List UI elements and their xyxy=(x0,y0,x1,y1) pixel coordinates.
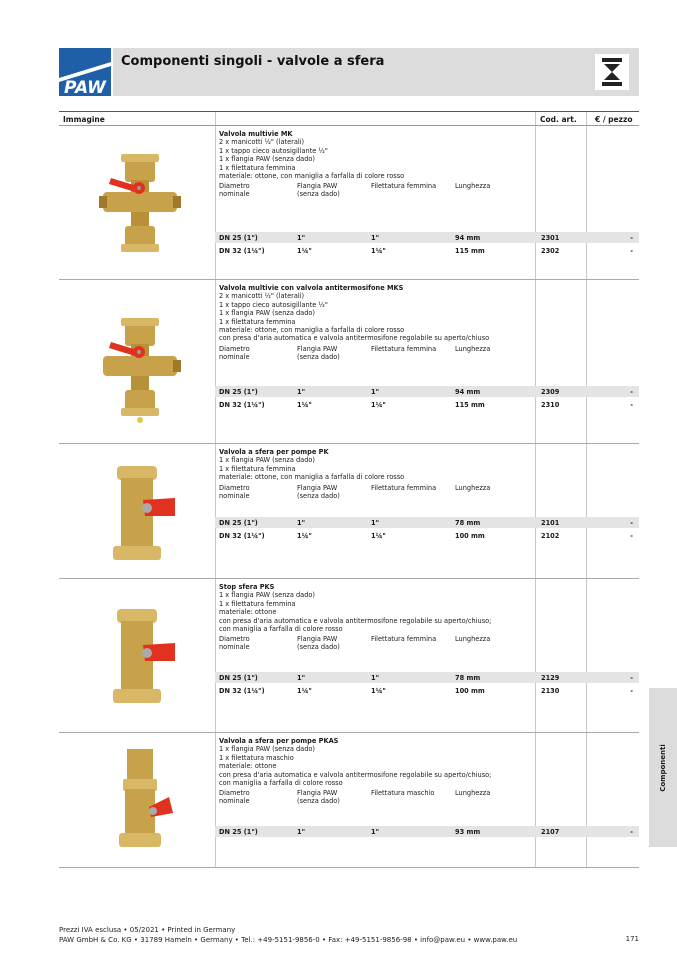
footer-line1: Prezzi IVA esclusa • 05/2021 • Printed in Germany xyxy=(59,926,236,934)
spec-line: 2 x manicotti ½" (laterali) xyxy=(219,292,305,301)
spec-line: 1 x filettatura femmina xyxy=(219,599,296,608)
table-row: DN 32 (1¼") 1¼" 1¼" 100 mm 2130 - xyxy=(219,686,633,695)
spec-line: con maniglia a farfalla di colore rosso xyxy=(219,779,343,788)
table-row: DN 25 (1") 1" 1" 94 mm 2301 - xyxy=(215,232,639,243)
table-row: DN 32 (1¼") 1¼" 1¼" 115 mm 2310 - xyxy=(219,400,633,409)
pump-ball-valve-image xyxy=(91,460,187,570)
product-section xyxy=(59,444,639,579)
spec-header: Diametro nominale Flangia PAW (senza dado) Filettatura femmina Lunghezza xyxy=(219,344,491,361)
spec-line: con maniglia a farfalla di colore rosso xyxy=(219,625,343,634)
table-header xyxy=(59,112,639,126)
page-title: Componenti singoli - valvole a sfera xyxy=(121,54,385,69)
section-side-tab xyxy=(649,688,677,847)
spec-line: 1 x tappo cieco autosigillante ½" xyxy=(219,146,328,155)
hdr-diam: Diametro nominale xyxy=(219,182,250,199)
spec-line: 1 x flangia PAW (senza dado) xyxy=(219,745,315,754)
spec-header: Diametro nominale Flangia PAW (senza dado) Filettatura femmina Lunghezza xyxy=(219,483,491,500)
side-tab-label: Componenti xyxy=(659,743,667,792)
product-name: Valvola a sfera per pompe PK xyxy=(219,448,329,456)
product-name: Valvola multivie MK xyxy=(219,130,293,138)
table-row: DN 25 (1") 1" 1" 94 mm 2309 - xyxy=(215,386,639,397)
product-details xyxy=(219,284,539,363)
stop-ball-valve-image xyxy=(91,603,187,713)
spec-line: materiale: ottone, con maniglia a farfalla di colore rosso xyxy=(219,172,405,181)
spec-line: 1 x filettatura femmina xyxy=(219,163,296,172)
spec-line: 1 x filettatura femmina xyxy=(219,464,296,473)
ball-valve-symbol-icon xyxy=(595,54,629,90)
spec-line: 1 x flangia PAW (senza dado) xyxy=(219,309,315,318)
product-details xyxy=(219,130,539,200)
footer-line2: PAW GmbH & Co. KG • 31789 Hameln • Germany • Tel.: +49-5151-9856-0 • Fax: +49-5151-9856-98 • info@paw.eu • www.paw.eu xyxy=(59,936,518,944)
pump-ball-valve-male-image xyxy=(91,745,187,855)
table-row: DN 32 (1¼") 1¼" 1¼" 100 mm 2102 - xyxy=(219,531,633,540)
product-name: Valvola multivie con valvola antitermosifone MKS xyxy=(219,284,404,292)
table-row: DN 32 (1¼") 1¼" 1¼" 115 mm 2302 - xyxy=(219,246,633,255)
spec-line: 2 x manicotti ½" (laterali) xyxy=(219,138,305,147)
col-image: Immagine xyxy=(63,115,105,124)
spec-line: con presa d'aria automatica e valvola antitermosifone regolabile su aperto/chiuso xyxy=(219,334,490,343)
logo-text: PAW xyxy=(64,78,106,96)
hdr-length: Lunghezza xyxy=(455,182,491,191)
hdr-flange: Flangia PAW (senza dado) xyxy=(297,182,340,199)
title-bar xyxy=(113,48,639,96)
spec-line: materiale: ottone xyxy=(219,762,277,771)
product-section xyxy=(59,579,639,733)
product-details xyxy=(219,737,539,807)
spec-header: Diametro nominale Flangia PAW (senza dado) Filettatura maschio Lunghezza xyxy=(219,789,491,806)
spec-line: 1 x tappo cieco autosigillante ½" xyxy=(219,300,328,309)
multiway-valve-image xyxy=(91,152,187,262)
page-number: 171 xyxy=(625,935,639,943)
footer xyxy=(59,925,517,945)
spec-line: materiale: ottone, con maniglia a farfalla di colore rosso xyxy=(219,326,405,335)
product-table xyxy=(59,111,639,868)
col-code: Cod. art. xyxy=(540,115,577,124)
spec-line: materiale: ottone xyxy=(219,608,277,617)
product-section xyxy=(59,733,639,868)
multiway-valve-antithermosiphon-image xyxy=(91,316,187,426)
spec-line: con presa d'aria automatica e valvola antitermosifone regolabile su aperto/chiuso; xyxy=(219,616,492,625)
spec-header xyxy=(219,182,539,200)
product-details xyxy=(219,583,539,653)
col-price: € / pezzo xyxy=(595,115,633,124)
spec-header: Diametro nominale Flangia PAW (senza dado) Filettatura femmina Lunghezza xyxy=(219,635,491,652)
spec-line: 1 x flangia PAW (senza dado) xyxy=(219,591,315,600)
product-section xyxy=(59,126,639,280)
product-name: Valvola a sfera per pompe PKAS xyxy=(219,737,339,745)
hdr-thread: Filettatura femmina xyxy=(371,182,437,191)
spec-line: 1 x filettatura femmina xyxy=(219,317,296,326)
product-name: Stop sfera PKS xyxy=(219,583,275,591)
table-row: DN 25 (1") 1" 1" 78 mm 2129 - xyxy=(215,672,639,683)
product-section xyxy=(59,280,639,444)
paw-logo xyxy=(59,48,111,96)
spec-line: 1 x flangia PAW (senza dado) xyxy=(219,155,315,164)
spec-line: con presa d'aria automatica e valvola antitermosifone regolabile su aperto/chiuso; xyxy=(219,770,492,779)
spec-line: 1 x flangia PAW (senza dado) xyxy=(219,456,315,465)
table-row: DN 25 (1") 1" 1" 93 mm 2107 - xyxy=(215,826,639,837)
spec-line: 1 x filettatura maschio xyxy=(219,753,294,762)
spec-line: materiale: ottone, con maniglia a farfalla di colore rosso xyxy=(219,473,405,482)
product-details xyxy=(219,448,539,502)
table-row: DN 25 (1") 1" 1" 78 mm 2101 - xyxy=(215,517,639,528)
